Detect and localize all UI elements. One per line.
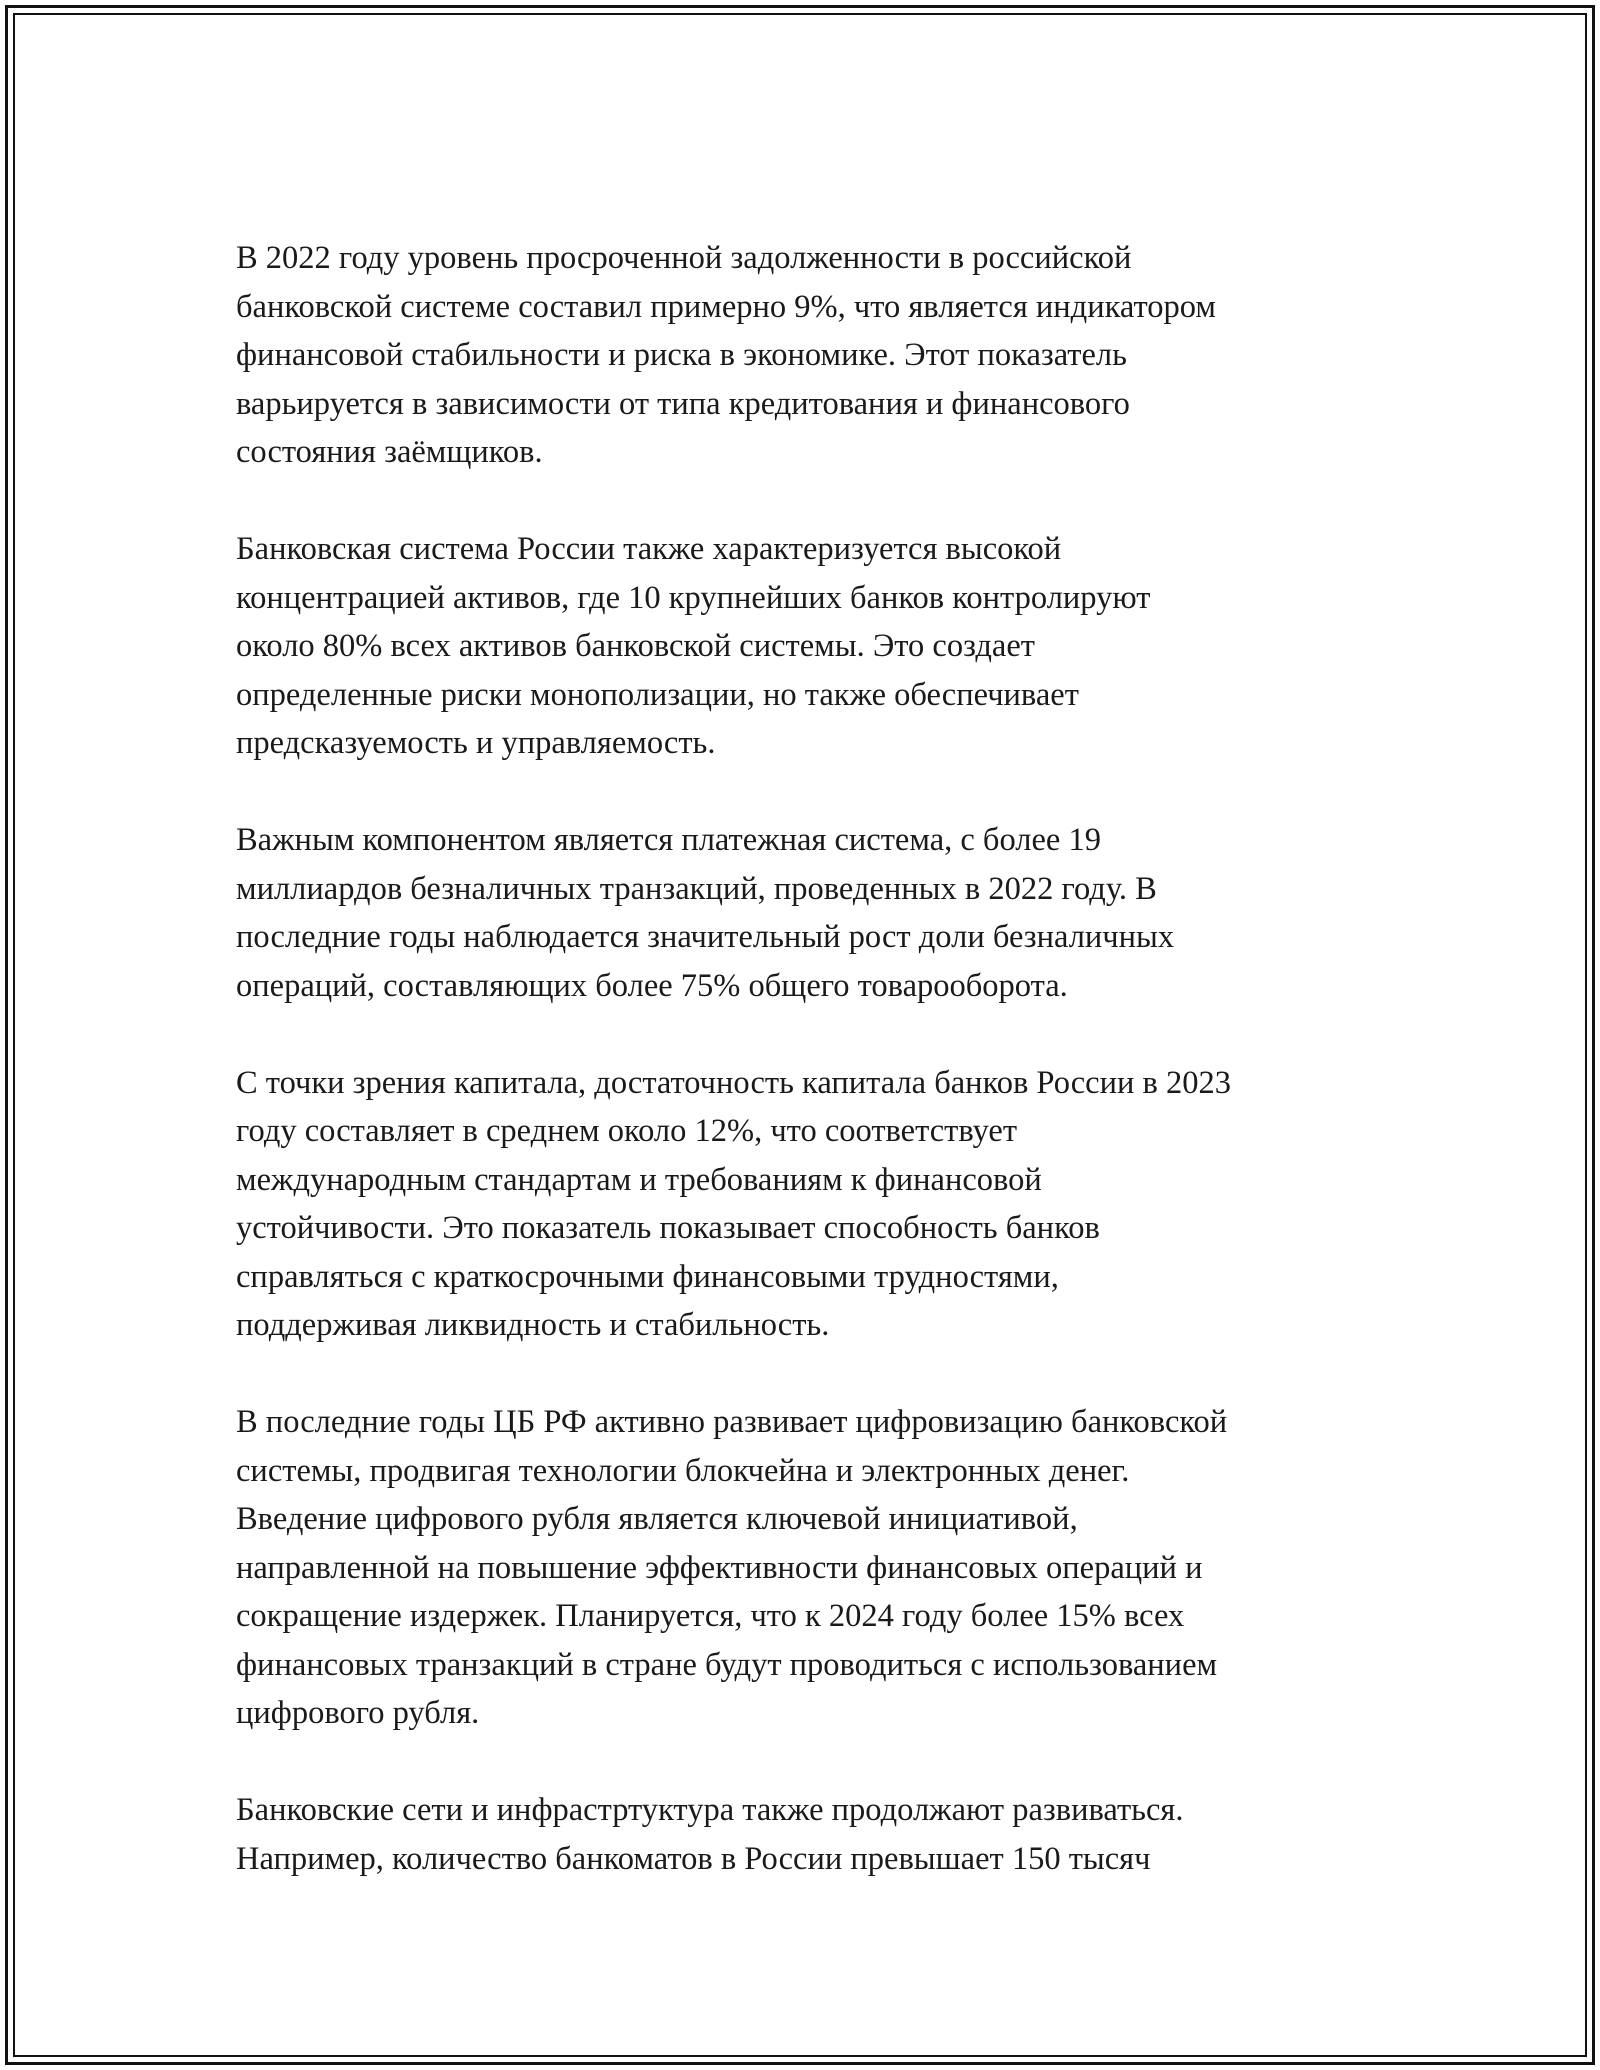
text-line: около 80% всех активов банковской системы. Это создает — [236, 628, 1035, 664]
text-line: концентрацией активов, где 10 крупнейших банков контролируют — [236, 579, 1151, 616]
paragraph-digitalization — [236, 1398, 1396, 1738]
text-line: варьируется в зависимости от типа кредитования и финансового — [236, 385, 1130, 422]
text-line: С точки зрения капитала, достаточность капитала банков России в 2023 — [236, 1064, 1231, 1101]
document-body — [236, 234, 1396, 1883]
paragraph-overdue-debt — [236, 234, 1396, 477]
text-line: справляться с краткосрочными финансовыми трудностями, — [236, 1258, 1059, 1295]
text-line: банковской системе составил примерно 9%, что является индикатором — [236, 288, 1216, 325]
text-line: миллиардов безналичных транзакций, проведенных в 2022 году. В — [236, 870, 1157, 907]
text-line: финансовой стабильности и риска в экономике. Этот показатель — [236, 337, 1127, 373]
text-line: системы, продвигая технологии блокчейна и электронных денег. — [236, 1452, 1130, 1489]
text-line: предсказуемость и управляемость. — [236, 725, 716, 761]
paragraph-payment-system — [236, 816, 1396, 1010]
text-line: цифрового рубля. — [236, 1695, 480, 1731]
text-line: Важным компонентом является платежная система, с более 19 — [236, 822, 1101, 858]
text-line: Например, количество банкоматов в России превышает 150 тысяч — [236, 1840, 1151, 1877]
paragraph-capital-adequacy — [236, 1059, 1396, 1350]
text-line: Банковская система России также характеризуется высокой — [236, 531, 1062, 567]
paragraph-asset-concentration — [236, 525, 1396, 768]
text-line: сокращение издержек. Планируется, что к 2024 году более 15% всех — [236, 1598, 1185, 1634]
text-line: направленной на повышение эффективности финансовых операций и — [236, 1549, 1203, 1586]
text-line: В 2022 году уровень просроченной задолженности в российской — [236, 240, 1132, 276]
text-line: финансовых транзакций в стране будут проводиться с использованием — [236, 1646, 1218, 1683]
text-line: международным стандартам и требованиям к финансовой — [236, 1161, 1042, 1198]
text-line: году составляет в среднем около 12%, что соответствует — [236, 1113, 1018, 1149]
text-line: устойчивости. Это показатель показывает способность банков — [236, 1210, 1100, 1246]
text-line: В последние годы ЦБ РФ активно развивает цифровизацию банковской — [236, 1404, 1228, 1440]
text-line: состояния заёмщиков. — [236, 434, 543, 470]
text-line: операций, составляющих более 75% общего товарооборота. — [236, 967, 1068, 1004]
text-line: последние годы наблюдается значительный рост доли безналичных — [236, 919, 1175, 955]
text-line: Банковские сети и инфрастртуктура также продолжают развиваться. — [236, 1792, 1184, 1828]
text-line: Введение цифрового рубля является ключевой инициативой, — [236, 1501, 1078, 1537]
text-line: поддерживая ликвидность и стабильность. — [236, 1307, 830, 1343]
text-line: определенные риски монополизации, но также обеспечивает — [236, 676, 1079, 713]
paragraph-infrastructure — [236, 1786, 1396, 1883]
